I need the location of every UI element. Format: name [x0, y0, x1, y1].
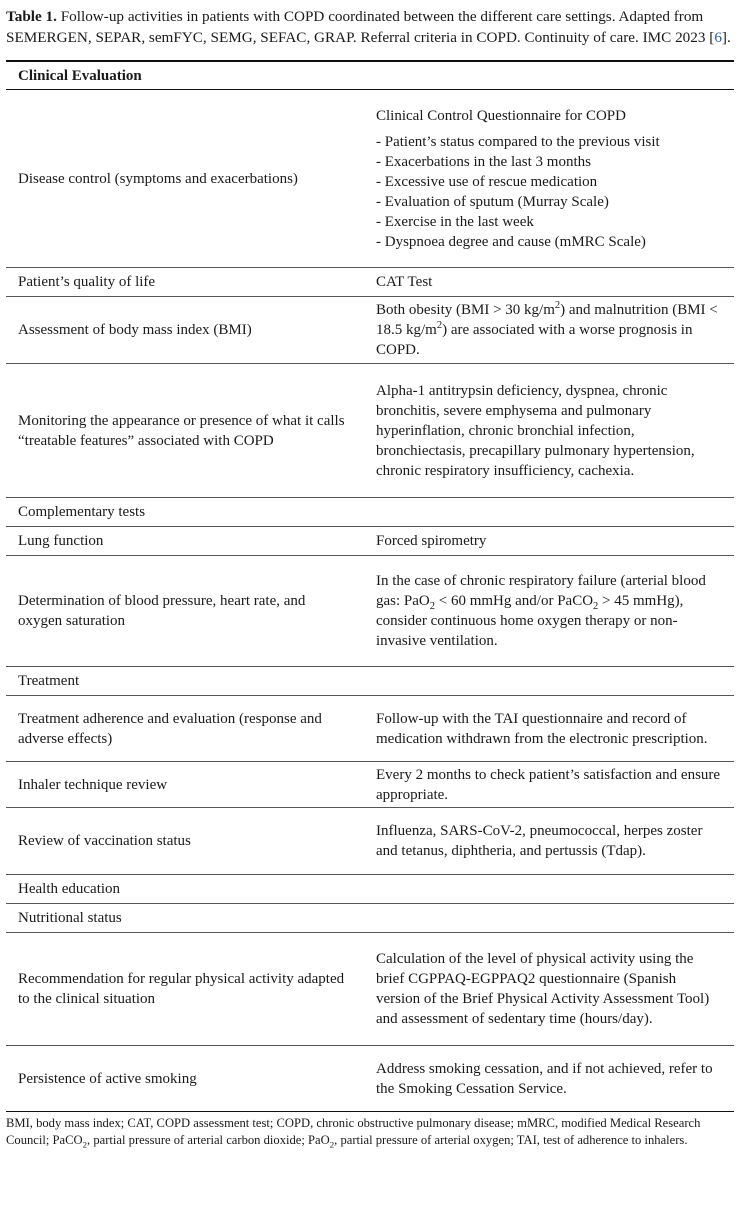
questionnaire-title: Clinical Control Questionnaire for COPD — [376, 107, 626, 124]
table-caption — [6, 6, 742, 48]
row-label: Recommendation for regular physical activity adapted to the clinical situation — [6, 933, 364, 1046]
table-footnote — [6, 1115, 742, 1148]
row-label: Inhaler technique review — [6, 762, 364, 808]
table-row — [6, 297, 734, 364]
table-row — [6, 762, 734, 808]
footnote-text: BMI, body mass index; CAT, COPD assessment test; COPD, chronic obstructive pulmonary disease; mMRC, modified Medical Research Council; PaCO — [6, 1116, 701, 1147]
bmi-text: ) are associated with a worse prognosis in COPD. — [376, 322, 693, 358]
footnote-text: , partial pressure of arterial carbon dioxide; PaO — [87, 1132, 330, 1147]
caption-text-end: ]. — [721, 29, 731, 46]
row-value — [364, 556, 734, 667]
row-label: Treatment adherence and evaluation (response and adverse effects) — [6, 696, 364, 762]
row-label: Patient’s quality of life — [6, 268, 364, 297]
row-value: Follow-up with the TAI questionnaire and record of medication withdrawn from the electronic prescription. — [364, 696, 734, 762]
header-clinical-evaluation: Clinical Evaluation — [6, 61, 734, 90]
table-row — [6, 696, 734, 762]
bp-text: < 60 mmHg and/or PaCO — [435, 593, 594, 609]
subscript: 2 — [429, 601, 435, 612]
table-row — [6, 875, 734, 904]
row-value: Alpha-1 antitrypsin deficiency, dyspnea, chronic bronchitis, severe emphysema and pulmonary hyperinflation, chronic bronchial infection, bronchiectasis, precapillary pulmonary hypertension, chronic respiratory insufficiency, cachexia. — [364, 364, 734, 498]
list-item: - Exacerbations in the last 3 months — [376, 153, 591, 170]
list-item: - Patient’s status compared to the previous visit — [376, 133, 660, 150]
bmi-text: ) and malnutrition (BMI < 18.5 kg/m — [376, 302, 718, 338]
section-label: Treatment — [6, 667, 734, 696]
table-row — [6, 90, 734, 268]
table-row — [6, 268, 734, 297]
row-value — [364, 297, 734, 364]
subscript: 2 — [593, 601, 599, 612]
table-row — [6, 808, 734, 875]
row-label: Disease control (symptoms and exacerbations) — [6, 90, 364, 268]
section-label: Health education — [6, 875, 734, 904]
bp-text: > 45 mmHg), consider continuous home oxygen therapy or non-invasive ventilation. — [376, 593, 684, 649]
subscript: 2 — [329, 1139, 335, 1150]
row-value: Influenza, SARS-CoV-2, pneumococcal, herpes zoster and tetanus, diphtheria, and pertussis (Tdap). — [364, 808, 734, 875]
reference-link[interactable]: 6 — [714, 29, 722, 46]
list-item: - Dyspnoea degree and cause (mMRC Scale) — [376, 233, 646, 250]
table-header-row — [6, 61, 734, 90]
list-item: - Exercise in the last week — [376, 213, 534, 230]
row-label: Determination of blood pressure, heart rate, and oxygen saturation — [6, 556, 364, 667]
row-label: Lung function — [6, 527, 364, 556]
follow-up-table — [6, 60, 734, 1112]
bp-text: In the case of chronic respiratory failure (arterial blood gas: PaO — [376, 573, 706, 609]
list-item: - Evaluation of sputum (Murray Scale) — [376, 193, 609, 210]
row-value: Forced spirometry — [364, 527, 734, 556]
table-row — [6, 904, 734, 933]
table-label: Table 1. — [6, 8, 57, 25]
superscript: 2 — [436, 320, 443, 331]
section-label: Complementary tests — [6, 498, 734, 527]
row-label: Review of vaccination status — [6, 808, 364, 875]
table-row — [6, 527, 734, 556]
row-value — [364, 90, 734, 268]
table-row — [6, 556, 734, 667]
page — [0, 6, 746, 1206]
table-row — [6, 667, 734, 696]
list-item: - Excessive use of rescue medication — [376, 173, 598, 190]
row-label: Assessment of body mass index (BMI) — [6, 297, 364, 364]
table-row — [6, 1046, 734, 1112]
table-row — [6, 933, 734, 1046]
table-row — [6, 498, 734, 527]
row-value: CAT Test — [364, 268, 734, 297]
row-label: Monitoring the appearance or presence of what it calls “treatable features” associated with COPD — [6, 364, 364, 498]
superscript: 2 — [554, 300, 561, 311]
bmi-text: Both obesity (BMI > 30 kg/m — [376, 302, 555, 318]
row-value: Calculation of the level of physical activity using the brief CGPPAQ-EGPPAQ2 questionnaire (Spanish version of the Brief Physical Activity Assessment Tool) and assessment of sedentary time (hours/day). — [364, 933, 734, 1046]
caption-text: Follow-up activities in patients with COPD coordinated between the different care settings. Adapted from SEMERGEN, SEPAR, semFYC, SEMG, SEFAC, GRAP. Referral criteria in COPD. Continuity of care. IMC 2023 [ — [6, 8, 715, 46]
section-label: Nutritional status — [6, 904, 734, 933]
row-label: Persistence of active smoking — [6, 1046, 364, 1112]
row-value: Address smoking cessation, and if not achieved, refer to the Smoking Cessation Service. — [364, 1046, 734, 1112]
row-value: Every 2 months to check patient’s satisfaction and ensure appropriate. — [364, 762, 734, 808]
subscript: 2 — [82, 1139, 88, 1150]
table-row — [6, 364, 734, 498]
footnote-text: , partial pressure of arterial oxygen; TAI, test of adherence to inhalers. — [334, 1132, 688, 1147]
